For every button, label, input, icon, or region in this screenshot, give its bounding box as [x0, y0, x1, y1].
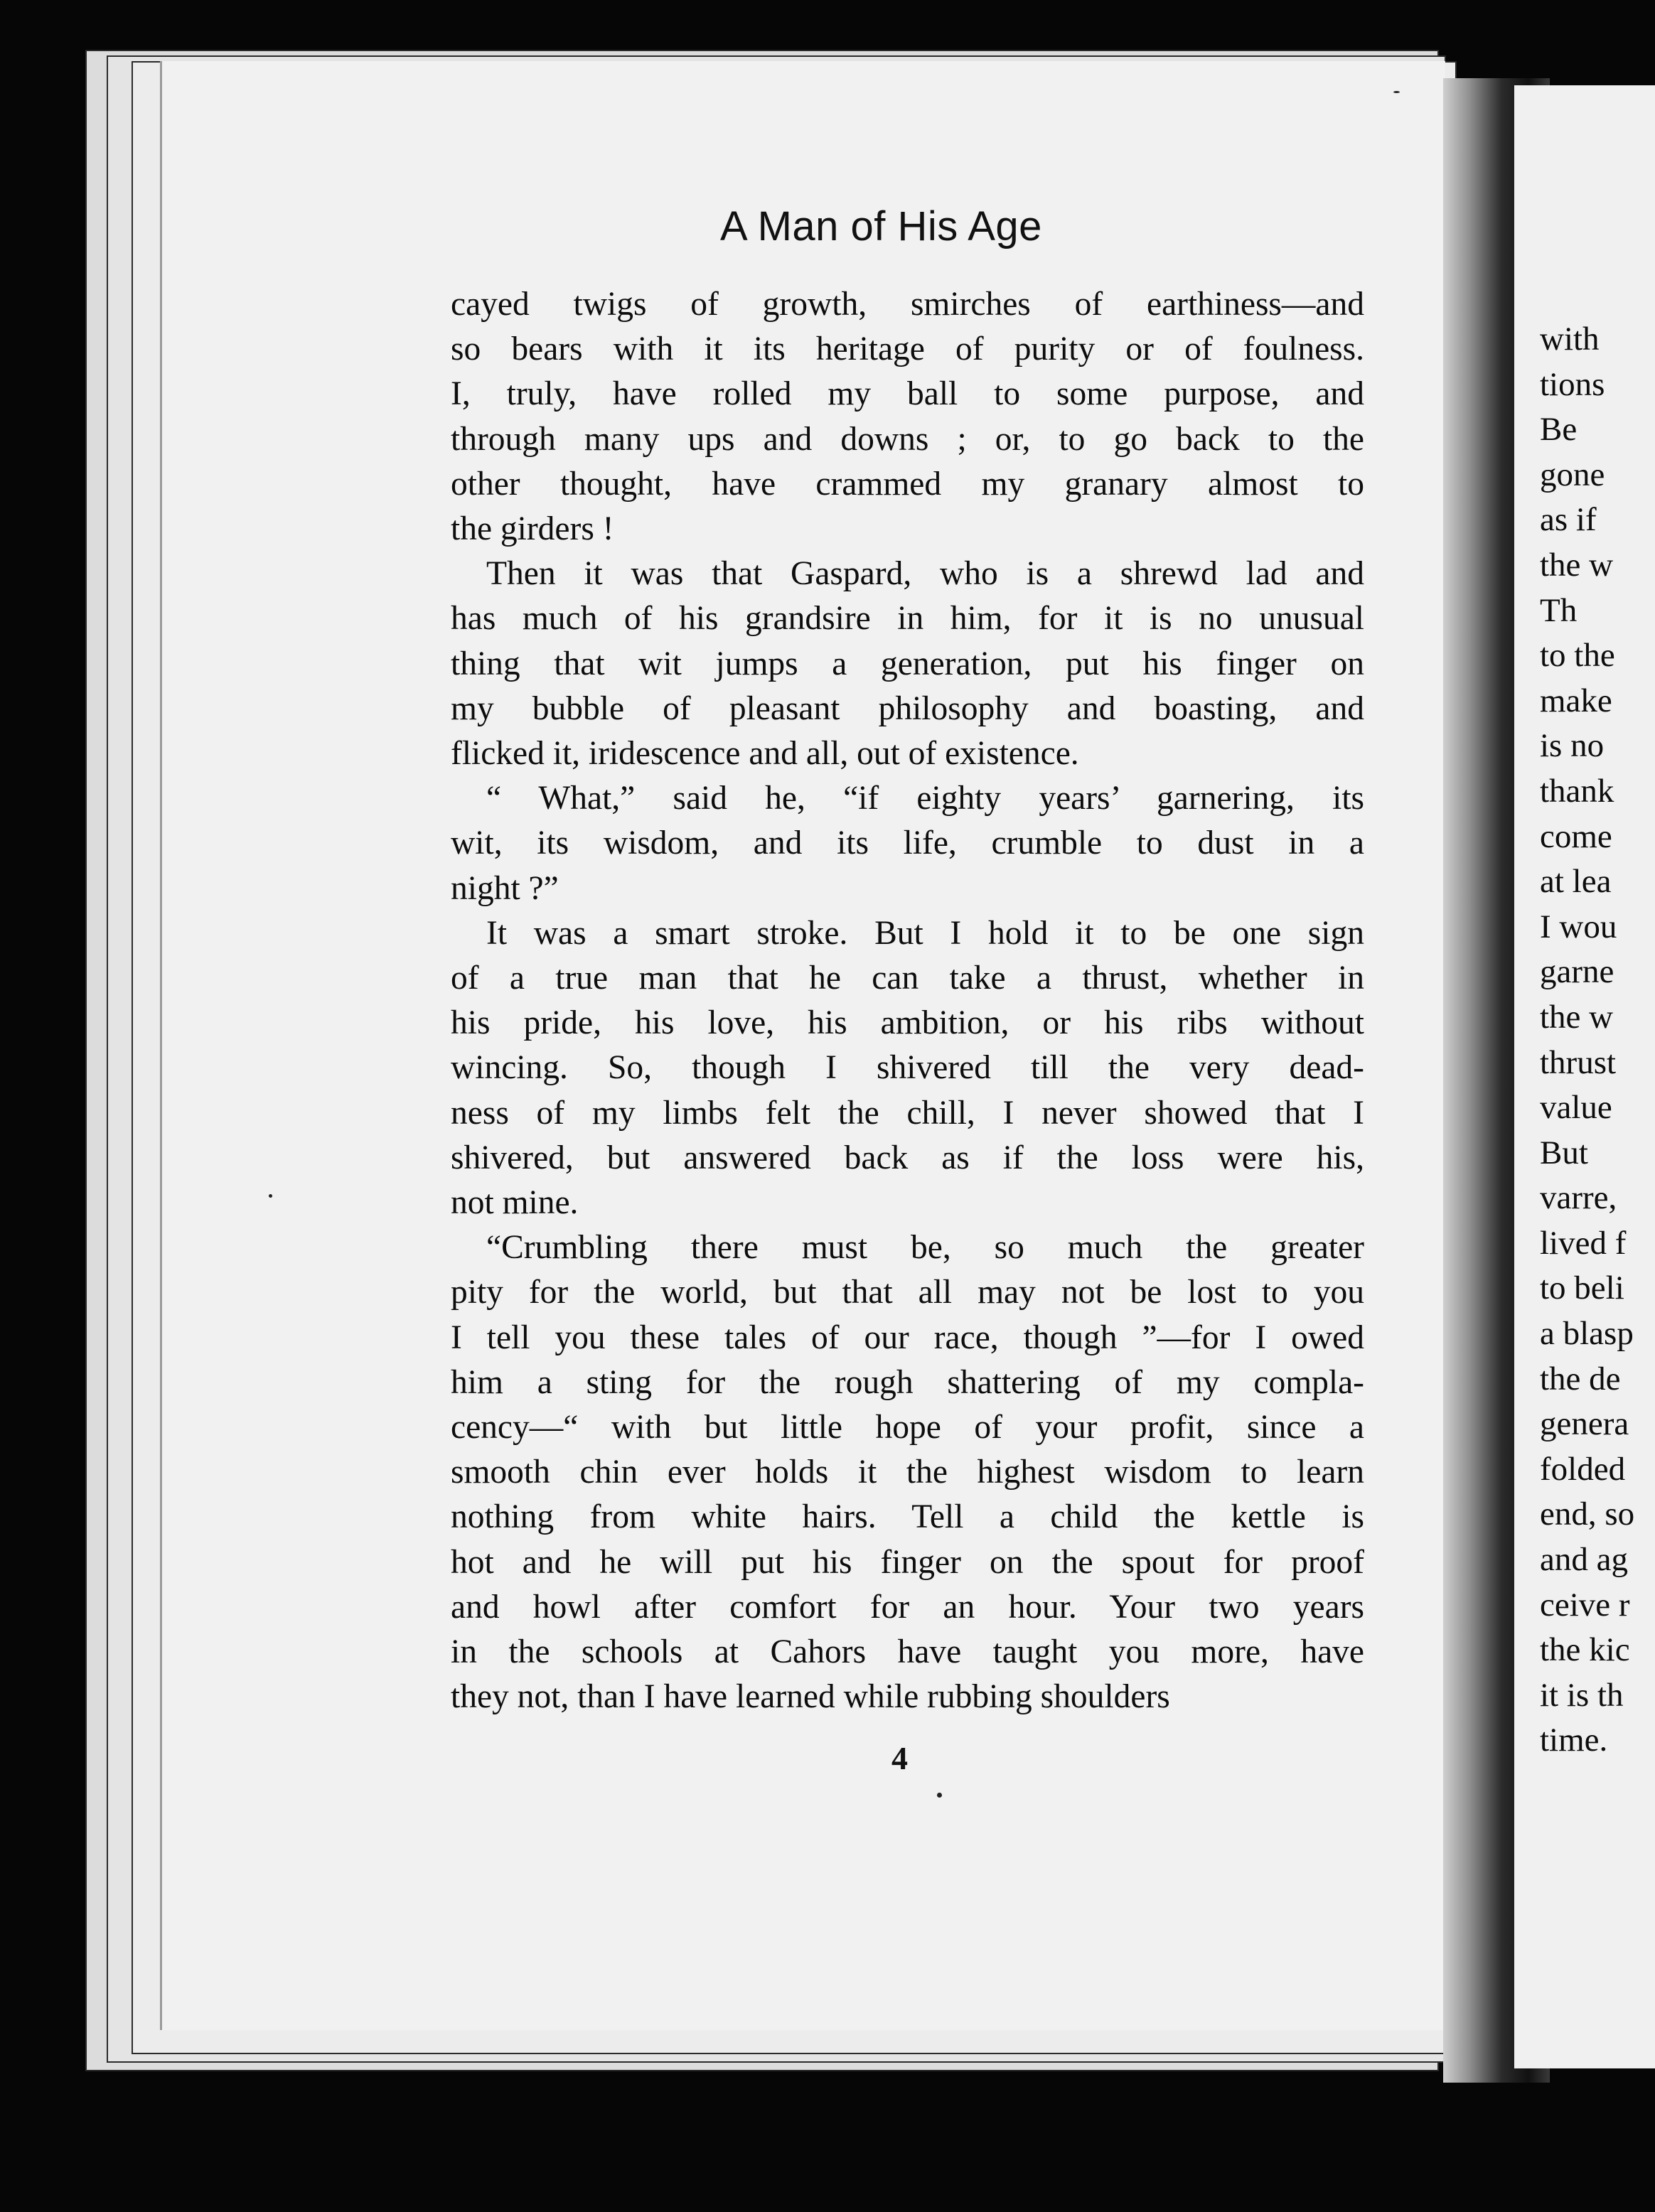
text-line: “Crumbling there must be, so much the greater	[486, 1229, 1364, 1267]
facing-page-line: and ag	[1540, 1541, 1628, 1579]
paragraph	[451, 282, 1364, 552]
text-line: thing that wit jumps a generation, put his finger on	[451, 645, 1364, 682]
paragraph	[451, 1225, 1364, 1719]
text-line: his pride, his love, his ambition, or his ribs without	[451, 1004, 1364, 1042]
paragraph	[451, 911, 1364, 1225]
text-line: hot and he will put his finger on the spout for proof	[451, 1543, 1364, 1581]
facing-page-line: to the	[1540, 637, 1615, 675]
facing-page-line: thrust	[1540, 1043, 1617, 1081]
facing-page-line: tions	[1540, 365, 1605, 403]
facing-page-line: the w	[1540, 546, 1614, 584]
facing-page-line: thank	[1540, 772, 1614, 810]
text-line: nothing from white hairs. Tell a child the kettle is	[451, 1498, 1364, 1536]
page-number: 4	[891, 1740, 908, 1776]
text-line: wincing. So, though I shivered till the very dead-	[451, 1049, 1364, 1087]
facing-page-line: gone	[1540, 456, 1605, 493]
text-line: him a sting for the rough shattering of my compla-	[451, 1363, 1364, 1401]
facing-page-line: lived f	[1540, 1224, 1627, 1262]
text-line: ness of my limbs felt the chill, I never showed that I	[451, 1094, 1364, 1132]
text-line: pity for the world, but that all may not be lost to you	[451, 1274, 1364, 1311]
text-line: flicked it, iridescence and all, out of existence.	[451, 735, 1079, 773]
paragraph	[451, 776, 1364, 911]
facing-page-line: garne	[1540, 953, 1614, 991]
facing-page-line: end, so	[1540, 1496, 1635, 1533]
text-line: Then it was that Gaspard, who is a shrewd lad and	[486, 555, 1364, 593]
text-line: wit, its wisdom, and its life, crumble to dust in a	[451, 825, 1364, 862]
facing-page-line: varre,	[1540, 1179, 1617, 1217]
text-line: other thought, have crammed my granary almost to	[451, 465, 1364, 503]
facing-page-line: make	[1540, 682, 1612, 719]
paragraph	[451, 552, 1364, 776]
text-line: It was a smart stroke. But I hold it to be one sign	[486, 914, 1364, 952]
text-line: the girders !	[451, 510, 614, 548]
text-line: so bears with it its heritage of purity or of foulness.	[451, 331, 1364, 368]
text-line: “ What,” said he, “if eighty years’ garnering, its	[486, 780, 1364, 817]
running-head: A Man of His Age	[720, 203, 1042, 249]
text-line: and howl after comfort for an hour. Your two years	[451, 1588, 1364, 1626]
facing-page-line: the kic	[1540, 1631, 1630, 1669]
scan-speck	[269, 1194, 272, 1198]
facing-page-line: as if	[1540, 501, 1597, 539]
facing-page-line: Th	[1540, 591, 1578, 629]
text-line: I tell you these tales of our race, though ”—for I owed	[451, 1319, 1364, 1356]
facing-page-line: Be	[1540, 411, 1578, 449]
text-line: cency—“ with but little hope of your profit, since a	[451, 1409, 1364, 1446]
facing-page-line: value	[1540, 1089, 1612, 1127]
text-line: of a true man that he can take a thrust, whether in	[451, 960, 1364, 997]
facing-page-line: folded	[1540, 1450, 1626, 1488]
facing-page-line: with	[1540, 321, 1600, 358]
text-line: they not, than I have learned while rubbing shoulders	[451, 1678, 1170, 1716]
facing-page-line: the w	[1540, 998, 1614, 1036]
text-line: not mine.	[451, 1184, 579, 1222]
facing-page-line: the de	[1540, 1360, 1621, 1397]
text-line: smooth chin ever holds it the highest wisdom to learn	[451, 1454, 1364, 1491]
facing-page-line: But	[1540, 1134, 1588, 1171]
facing-page-line: to beli	[1540, 1269, 1624, 1307]
facing-page-text	[1540, 317, 1634, 1763]
facing-page-line: at lea	[1540, 863, 1612, 901]
facing-page-line: it is th	[1540, 1676, 1624, 1714]
facing-page-line: time.	[1540, 1722, 1608, 1759]
text-line: through many ups and downs ; or, to go back to the	[451, 420, 1364, 458]
text-line: my bubble of pleasant philosophy and boasting, and	[451, 689, 1364, 727]
text-line: I, truly, have rolled my ball to some purpose, and	[451, 375, 1364, 413]
scan-speck	[937, 1793, 942, 1798]
facing-page-line: a blasp	[1540, 1315, 1634, 1353]
facing-page-line: I wou	[1540, 908, 1617, 945]
facing-page-line: ceive r	[1540, 1586, 1630, 1623]
text-line: shivered, but answered back as if the loss were his,	[451, 1139, 1364, 1176]
body-text	[451, 282, 1364, 1720]
text-line: cayed twigs of growth, smirches of earthiness—and	[451, 286, 1364, 323]
facing-page-line: genera	[1540, 1405, 1629, 1443]
scan-speck	[1393, 91, 1400, 93]
facing-page-line: is no	[1540, 727, 1605, 765]
text-line: has much of his grandsire in him, for it is no unusual	[451, 600, 1364, 638]
facing-page-line: come	[1540, 817, 1612, 855]
text-line: in the schools at Cahors have taught you more, have	[451, 1633, 1364, 1671]
text-line: night ?”	[451, 869, 559, 907]
